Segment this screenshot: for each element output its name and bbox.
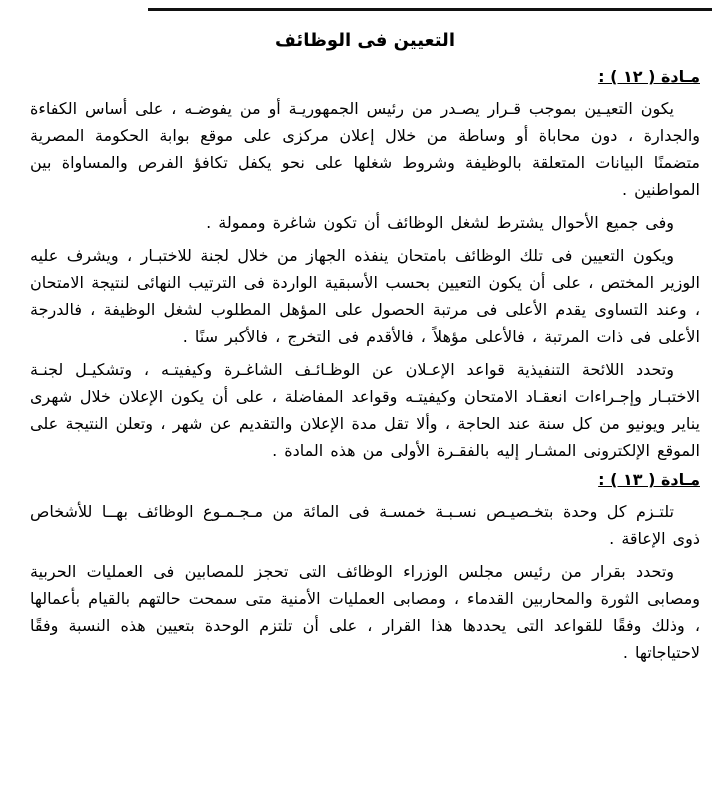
article-12-paragraph-4: وتحدد اللائحة التنفيذية قواعد الإعـلان عن الوظـائـف الشاغـرة وكيفيتـه ، وتشكيـل لجنـة الاختبـار وإجـراءات انعقـاد الامتحان وكيفيتـه وقواعد المفاضلة ، على أن يكون الإعلان خلال شهرى يناير ويونيو من كل سنة عند الحاجة ، وألا تقل مدة الإعلان والتقديم عن شهر ، وتعلن النتيجة على الموقع الإلكترونى المشـار إليه بالفقـرة الأولى من هذه المادة . (30, 360, 700, 460)
article-12-paragraph-3: ويكون التعيين فى تلك الوظائف بامتحان ينفذه الجهاز من خلال لجنة للاختبـار ، ويشرف عليه الوزير المختص ، على أن يكون التعيين بحسب الأسبقية الواردة فى الترتيب النهائى لنتيجة الامتحان ، وعند التساوى يقدم الأعلى فى مرتبة الحصول على المؤهل المطلوب لشغل الوظيفة ، فالدرجة الأعلى فى ذات المرتبة ، فالأعلى مؤهلاً ، فالأقدم فى التخرج ، فالأكبر سنًا . (30, 246, 700, 346)
page-title: التعيين فى الوظائف (275, 30, 455, 51)
article-13-paragraph-1: تلتـزم كل وحدة بتخـصيـص نسـبـة خمسـة فى المائة من مـجـمـوع الوظائف بهــا للأشخاص ذوى الإعاقة . (30, 502, 700, 548)
article-12-heading: مـادة ( ١٢ ) : (598, 67, 700, 86)
page-top-rule (148, 8, 712, 11)
article-13-heading: مـادة ( ١٣ ) : (598, 470, 700, 489)
article-13 (30, 470, 700, 666)
article-12-paragraph-2: وفى جميع الأحوال يشترط لشغل الوظائف أن تكون شاغرة وممولة . (206, 213, 674, 232)
article-13-paragraph-2: وتحدد بقرار من رئيس مجلس الوزراء الوظائف التى تحجز للمصابين فى العمليات الحربية ومصابى الثورة والمحاربين القدماء ، ومصابى العمليات الأمنية متى سمحت حالتهم بالقيام بأعمالها ، وذلك وفقًا للقواعد التى يحددها هذا القرار ، على أن تلتزم الوحدة بتعيين هذه النسبة وفقًا لاحتياجاتها . (30, 562, 700, 662)
article-12 (30, 67, 700, 464)
article-12-paragraph-1: يكون التعيـين بموجب قـرار يصـدر من رئيس الجمهوريـة أو من يفوضـه ، على أساس الكفاءة والجدارة ، دون محاباة أو وساطة من خلال إعلان مركزى على موقع بوابة الحكومة المصرية متضمنًا البيانات المتعلقة بالوظيفة وشروط شغلها على نحو يكفل تكافؤ الفرص والمساواة بين المواطنين . (30, 99, 700, 199)
